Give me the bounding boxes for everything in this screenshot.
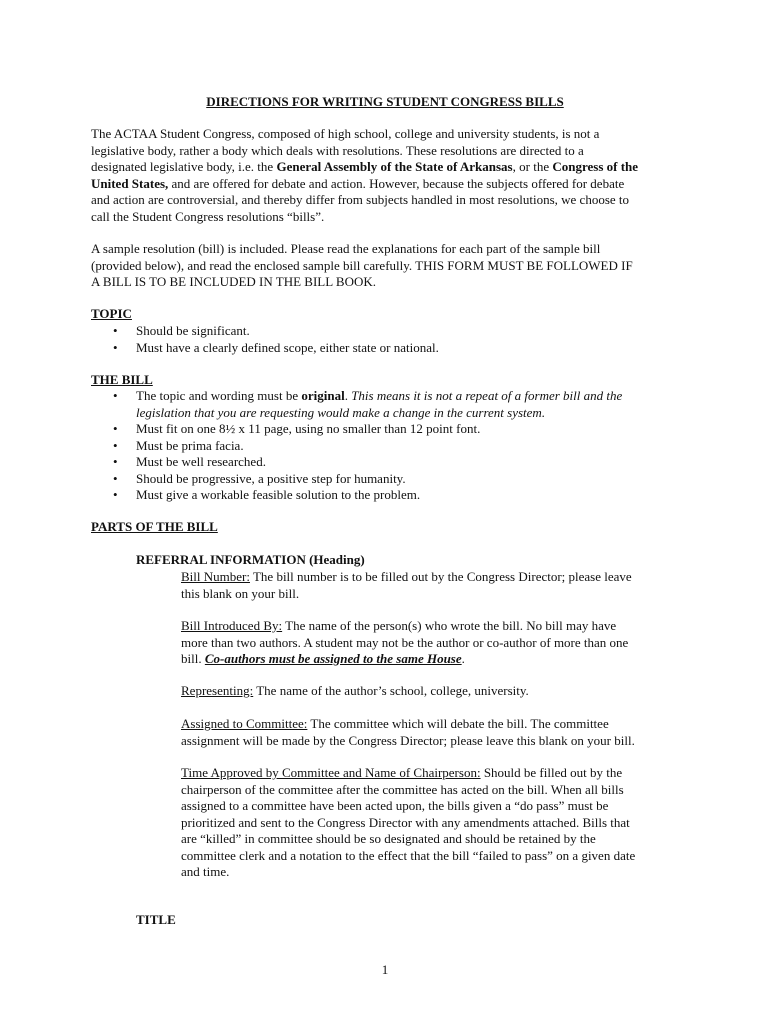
introduced-by-item: Bill Introduced By: The name of the person(s) who wrote the bill. No bill may have more than two authors. A student may not be the author or co-author of more than one bill. Co-authors must be assigned to the same House.	[181, 618, 629, 666]
sample-paragraph	[91, 241, 691, 291]
bullet-icon: •	[113, 470, 118, 486]
bullet-icon: •	[113, 388, 118, 403]
the-bill-heading: THE BILL	[91, 372, 153, 387]
committee-item: Assigned to Committee: The committee which will debate the bill. The committee assignment will be made by the Congress Director; please leave this blank on your bill.	[181, 716, 635, 748]
introduced-by-label: Bill Introduced By:	[181, 618, 283, 633]
intro-line: designated legislative body, i.e. the General Assembly of the State of Arkansas, or the Congress of the	[91, 159, 639, 174]
list-item: • Should be progressive, a positive step for humanity.	[113, 470, 406, 486]
list-item: • Must be prima facia.	[113, 437, 244, 453]
intro-line: United States, and are offered for debate and action. However, because the subjects offered for debate	[91, 175, 625, 191]
parts-heading: PARTS OF THE BILL	[91, 519, 218, 534]
time-approved-item: Time Approved by Committee and Name of Chairperson: Should be filled out by the chairperson of the committee after the committee has acted on the bill. When all bills assigned to a committee have been acted upon, the bills given a “do pass” must be prioritized and sent to the Congress Director with any amendments attached. Bills that are “killed” in committee should be so designated and should be retained by the committee clerk and a notation to the effect that the bill “failed to pass” on a given date and time.	[181, 765, 636, 879]
sample-line: (provided below), and read the enclosed sample bill carefully. THIS FORM MUST BE FOLLOWED IF	[91, 257, 633, 273]
the-bill-list	[91, 388, 691, 504]
bill-number-item: Bill Number: The bill number is to be filled out by the Congress Director; please leave this blank on your bill.	[181, 569, 632, 601]
title-heading: TITLE	[136, 912, 176, 927]
bullet-icon: •	[113, 454, 118, 469]
intro-line: The ACTAA Student Congress, composed of high school, college and university students, is not a	[91, 126, 600, 141]
bullet-icon: •	[113, 421, 118, 436]
time-approved-label: Time Approved by Committee and Name of Chairperson:	[181, 765, 481, 780]
bullet-icon: •	[113, 339, 118, 355]
list-item: • The topic and wording must be original. This means it is not a repeat of a former bill and the legislation that you are requesting would make a change in the current system.	[113, 388, 623, 420]
sample-line: A sample resolution (bill) is included. Please read the explanations for each part of the sample bill	[91, 241, 601, 256]
topic-heading: TOPIC	[91, 306, 132, 321]
bullet-icon: •	[113, 323, 118, 338]
representing-label: Representing:	[181, 683, 254, 698]
representing-item: Representing: The name of the author’s school, college, university.	[181, 683, 529, 698]
intro-line: legislative body, rather a body which deals with resolutions. These resolutions are directed to a	[91, 142, 584, 158]
list-item: • Must have a clearly defined scope, either state or national.	[113, 339, 439, 355]
co-author-note: Co-authors must be assigned to the same House	[204, 651, 462, 666]
intro-line: call the Student Congress resolutions “bills”.	[91, 208, 325, 224]
bill-number-label: Bill Number:	[181, 569, 250, 584]
list-item: • Must be well researched.	[113, 454, 266, 469]
list-item: • Must give a workable feasible solution to the problem.	[113, 487, 421, 502]
intro-line: and action are controversial, and thereby differ from subjects handled in most resolutions, we choose to	[91, 192, 630, 207]
committee-label: Assigned to Committee:	[181, 716, 308, 731]
topic-list	[91, 323, 691, 356]
referral-heading: REFERRAL INFORMATION (Heading)	[136, 552, 365, 567]
list-item: • Must fit on one 8½ x 11 page, using no smaller than 12 point font.	[113, 421, 481, 436]
document-title: DIRECTIONS FOR WRITING STUDENT CONGRESS BILLS	[206, 94, 564, 109]
bullet-icon: •	[113, 487, 118, 502]
bullet-icon: •	[113, 437, 118, 453]
list-item: • Should be significant.	[113, 323, 250, 338]
sample-line: A BILL IS TO BE INCLUDED IN THE BILL BOOK.	[91, 274, 377, 289]
intro-paragraph	[91, 126, 691, 225]
page-number: 1	[381, 962, 389, 977]
